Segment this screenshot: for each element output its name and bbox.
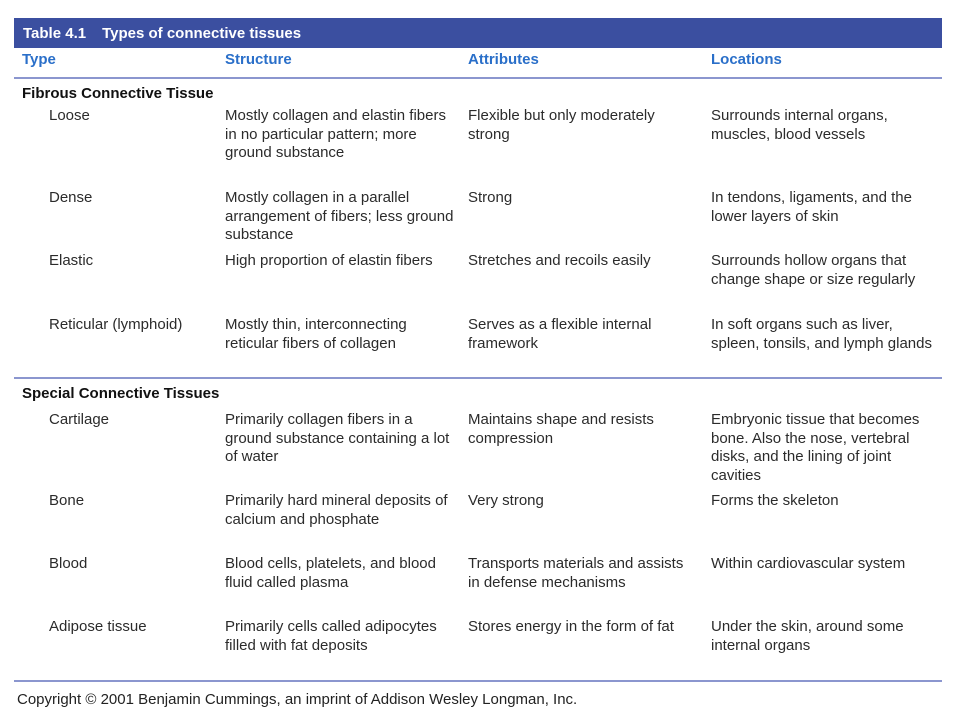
copyright-footer: Copyright © 2001 Benjamin Cummings, an imprint of Addison Wesley Longman, Inc.	[17, 691, 578, 708]
table-number: Table 4.1	[23, 24, 87, 42]
column-header-attributes: Attributes	[468, 51, 539, 68]
cell-locations: In tendons, ligaments, and the lower layers of skin	[711, 189, 912, 225]
cell-type: Elastic	[49, 252, 94, 269]
cell-locations: Under the skin, around some internal organs	[711, 618, 904, 654]
rule-under-headers	[14, 77, 942, 79]
cell-locations: Within cardiovascular system	[711, 555, 906, 572]
cell-type: Adipose tissue	[49, 618, 147, 635]
cell-structure: Blood cells, platelets, and blood fluid called plasma	[225, 555, 436, 591]
cell-structure: Primarily hard mineral deposits of calcium and phosphate	[225, 492, 448, 528]
cell-structure: Mostly thin, interconnecting reticular fibers of collagen	[225, 316, 407, 352]
cell-locations: Embryonic tissue that becomes bone. Also the nose, vertebral disks, and the lining of joint cavities	[711, 411, 920, 484]
cell-attributes: Transports materials and assists in defense mechanisms	[468, 555, 684, 591]
cell-attributes: Stores energy in the form of fat	[468, 618, 674, 635]
cell-structure: Mostly collagen and elastin fibers in no particular pattern; more ground substance	[225, 107, 446, 161]
column-header-type: Type	[22, 51, 56, 68]
cell-locations: Forms the skeleton	[711, 492, 839, 509]
rule-section-divider	[14, 377, 942, 379]
cell-attributes: Very strong	[468, 492, 544, 509]
table-title-bar	[14, 18, 942, 48]
column-header-structure: Structure	[225, 51, 292, 68]
cell-type: Blood	[49, 555, 88, 572]
cell-locations: Surrounds hollow organs that change shape or size regularly	[711, 252, 916, 288]
section-heading: Fibrous Connective Tissue	[22, 85, 214, 102]
cell-type: Bone	[49, 492, 85, 509]
cell-structure: Primarily collagen fibers in a ground substance containing a lot of water	[225, 411, 450, 465]
cell-type: Reticular (lymphoid)	[49, 316, 183, 333]
rule-table-bottom	[14, 680, 942, 682]
section-heading: Special Connective Tissues	[22, 385, 220, 402]
cell-locations: In soft organs such as liver, spleen, tonsils, and lymph glands	[711, 316, 932, 352]
cell-structure: High proportion of elastin fibers	[225, 252, 433, 269]
cell-type: Cartilage	[49, 411, 110, 428]
cell-structure: Mostly collagen in a parallel arrangement of fibers; less ground substance	[225, 189, 454, 243]
cell-attributes: Stretches and recoils easily	[468, 252, 651, 269]
cell-type: Dense	[49, 189, 93, 206]
cell-structure: Primarily cells called adipocytes filled with fat deposits	[225, 618, 437, 654]
cell-type: Loose	[49, 107, 90, 124]
cell-attributes: Serves as a flexible internal framework	[468, 316, 652, 352]
cell-attributes: Flexible but only moderately strong	[468, 107, 655, 143]
cell-attributes: Maintains shape and resists compression	[468, 411, 654, 447]
column-header-locations: Locations	[711, 51, 782, 68]
table-title: Types of connective tissues	[102, 24, 302, 42]
cell-attributes: Strong	[468, 189, 513, 206]
cell-locations: Surrounds internal organs, muscles, blood vessels	[711, 107, 888, 143]
